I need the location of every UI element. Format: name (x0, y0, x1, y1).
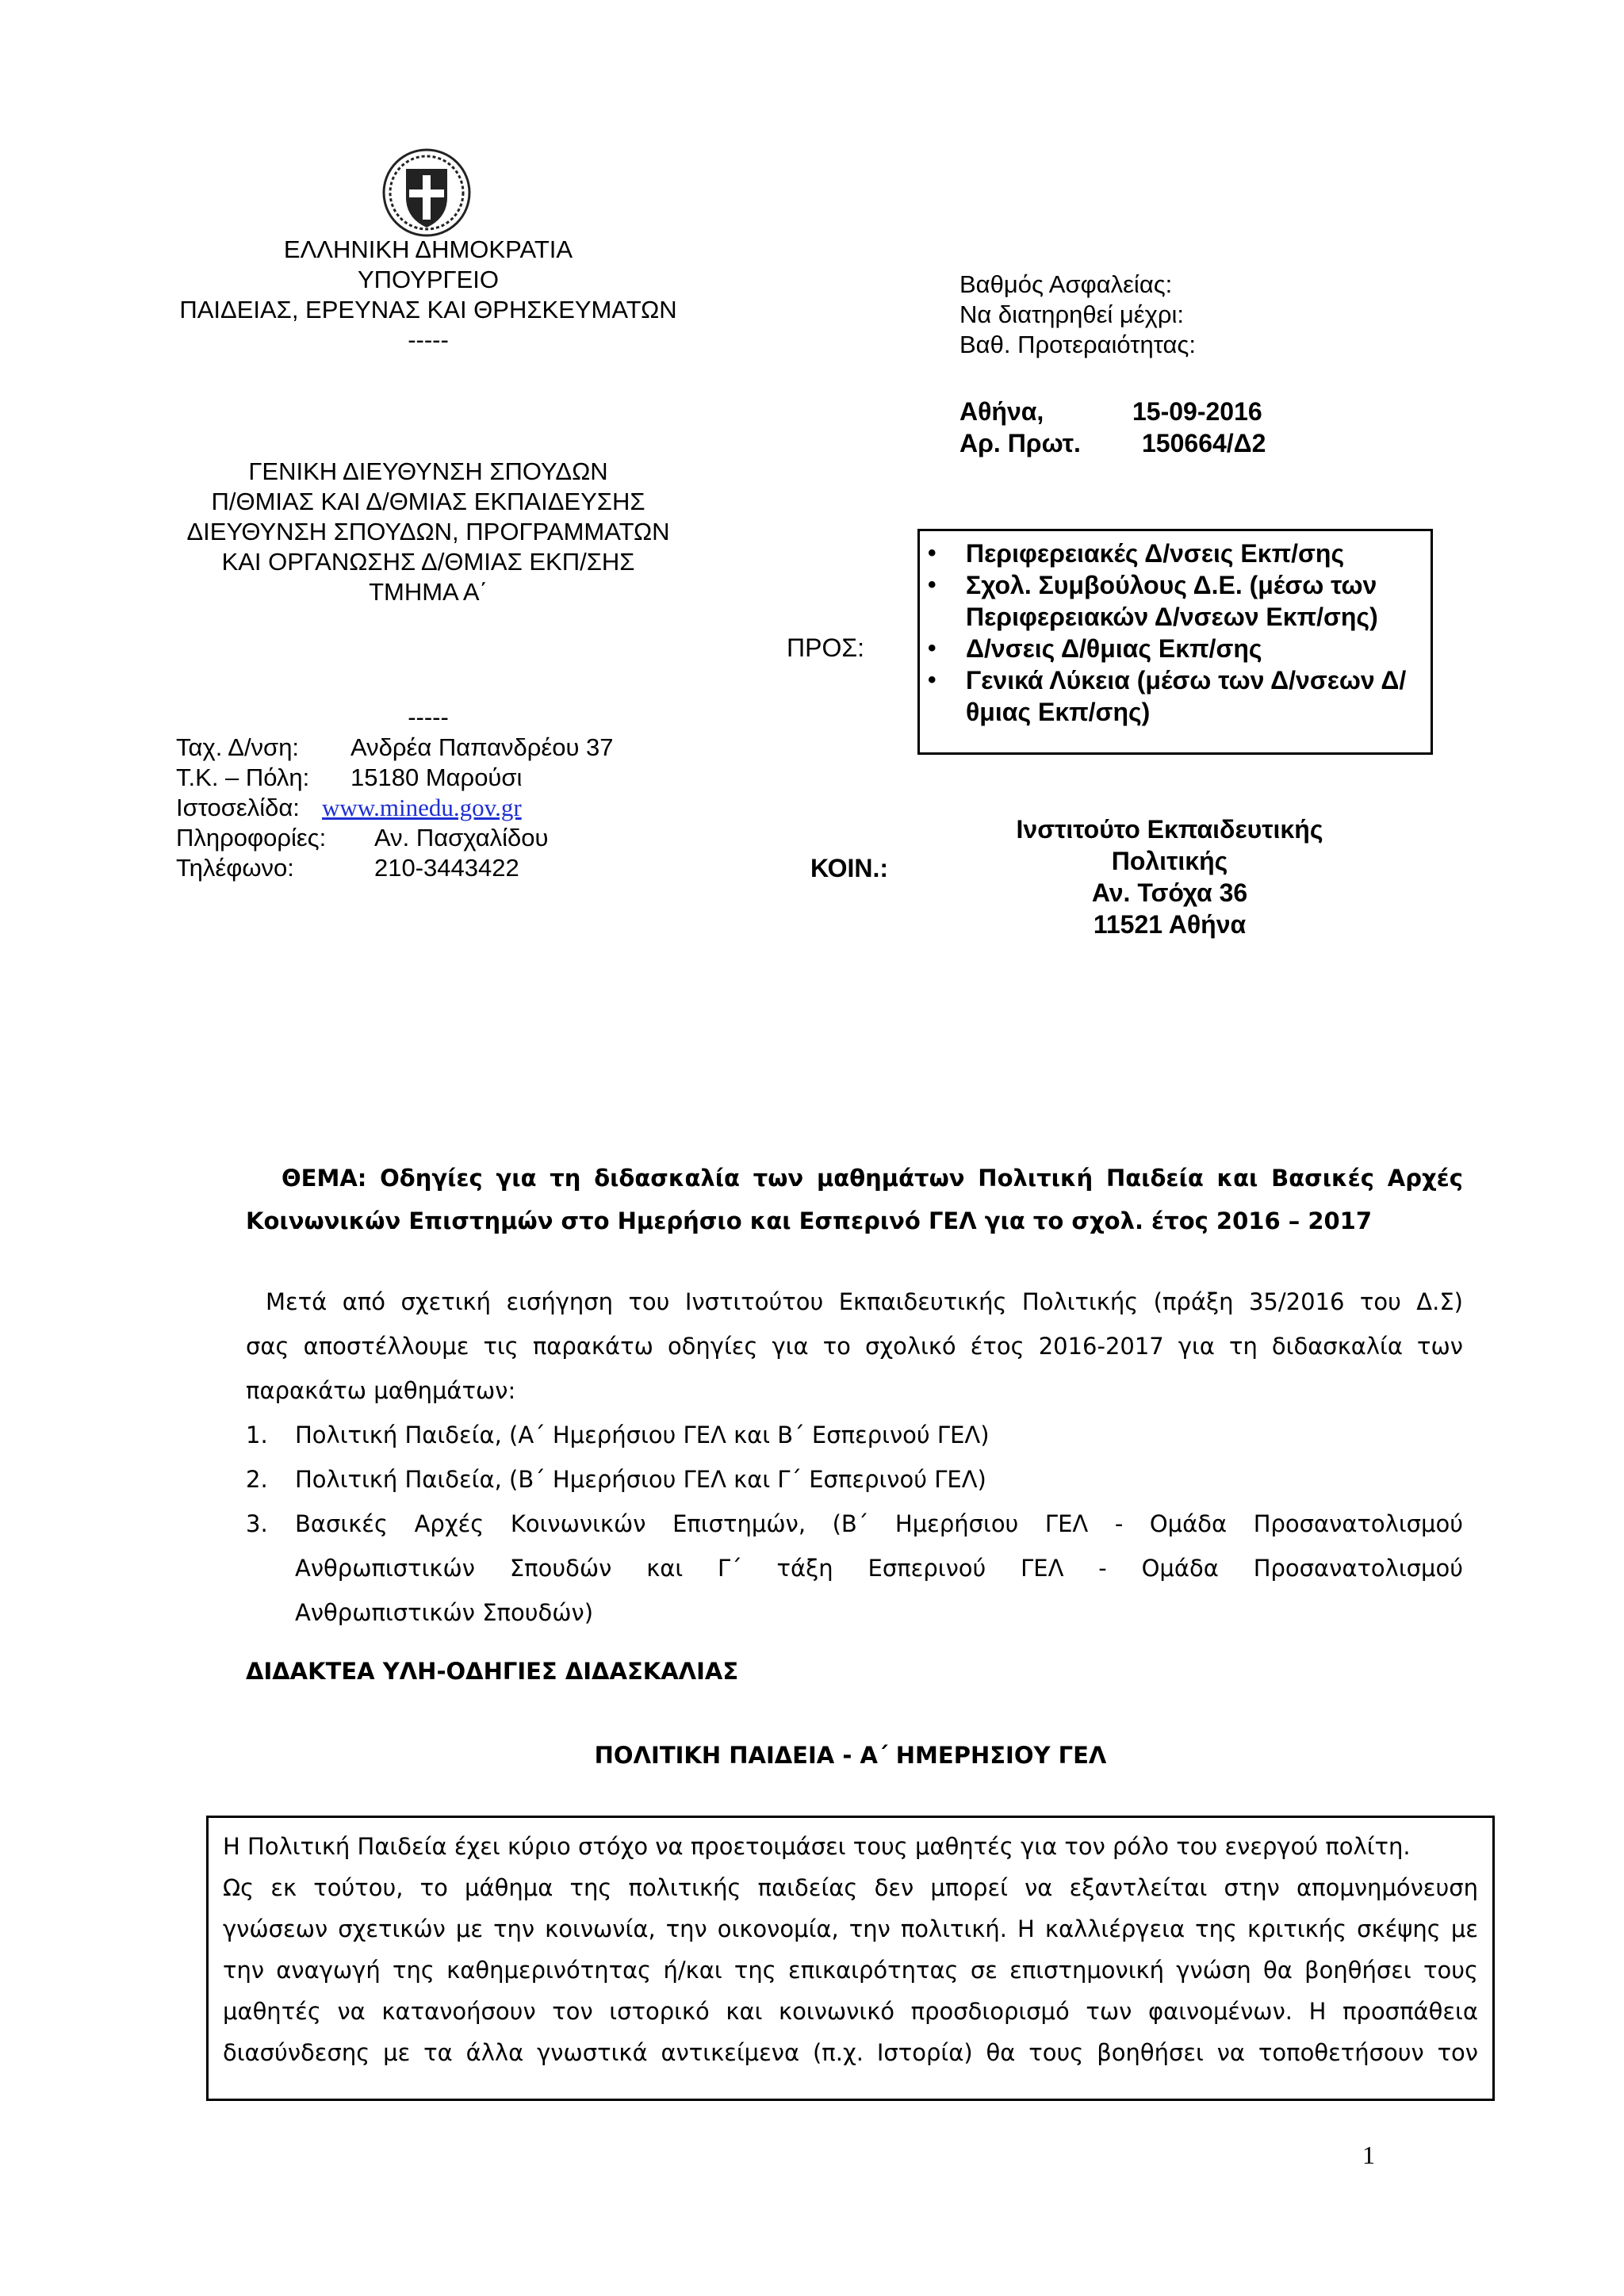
course-text: Ανθρωπιστικών Σπουδών και Γ΄ τάξη Εσπερινού ΓΕΛ - Ομάδα Προσανατολισμού (295, 1555, 1463, 1582)
cc-line: Πολιτικής (1111, 847, 1228, 875)
address-row (176, 763, 731, 793)
box-line: Ως εκ τούτου, το μάθημα της πολιτικής παιδείας δεν μπορεί να εξαντλείται στην απομνημόνευση (223, 1874, 1478, 1901)
recipients-label: ΠΡΟΣ: (787, 633, 865, 662)
address-row (176, 793, 731, 823)
date-row (959, 396, 1435, 428)
box-line: γνώσεων σχετικών με την κοινωνία, την οικονομία, την πολιτική. Η καλλιέργεια της κριτικής σκέψης με (223, 1915, 1478, 1942)
ministry-title: ΥΠΟΥΡΓΕΙΟ (357, 266, 499, 293)
place: Αθήνα, (959, 397, 1044, 426)
intro-line: σας αποστέλλουμε τις παρακάτω οδηγίες για το σχολικό έτος 2016-2017 για τη διδασκαλία των (246, 1333, 1463, 1360)
intro-line: Μετά από σχετική εισήγηση του Ινστιτούτου Εκπαιδευτικής Πολιτικής (πράξη 35/2016 του Δ.Σ) (266, 1288, 1463, 1315)
address-block (176, 733, 731, 883)
address-separator: ----- (408, 703, 449, 731)
department-line: ΔΙΕΥΘΥΝΣΗ ΣΠΟΥΔΩΝ, ΠΡΟΓΡΑΜΜΑΤΩΝ (186, 518, 670, 545)
recipient-item: • Σχολ. Συμβούλους Δ.Ε. (μέσω των Περιφερειακών Δ/νσεων Εκπ/σης) (920, 569, 1431, 633)
address-row (176, 853, 731, 883)
ministry-full-title: ΠΑΙΔΕΙΑΣ, ΕΡΕΥΝΑΣ ΚΑΙ ΘΡΗΣΚΕΥΜΑΤΩΝ (179, 296, 677, 323)
subject-line-1: ΘΕΜΑ: Οδηγίες για τη διδασκαλία των μαθημάτων Πολιτική Παιδεία και Βασικές Αρχές (282, 1165, 1463, 1192)
address-row (176, 733, 731, 763)
website-link[interactable]: www.minedu.gov.gr (322, 794, 522, 821)
phone-value: 210-3443422 (374, 854, 519, 882)
phone-label: Τηλέφωνο: (176, 854, 294, 882)
greek-coat-of-arms-icon (379, 145, 474, 240)
address-value: Ανδρέα Παπανδρέου 37 (350, 733, 614, 761)
department-line: ΓΕΝΙΚΗ ΔΙΕΥΘΥΝΣΗ ΣΠΟΥΔΩΝ (248, 457, 608, 485)
box-line: μαθητές να κατανοήσουν τον ιστορικό και κοινωνικό προσδιορισμό των φαινομένων. Η προσπάθεια (223, 1998, 1478, 2025)
cc-label: ΚΟΙΝ.: (810, 854, 889, 882)
cc-recipient (952, 813, 1388, 940)
recipient-item: • Δ/νσεις Δ/θμιας Εκπ/σης (920, 633, 1431, 664)
classification-block (959, 270, 1435, 360)
postcode-label: Τ.Κ. – Πόλη: (176, 763, 310, 791)
section-heading: ΔΙΔΑΚΤΕΑ ΥΛΗ-ΟΔΗΓΙΕΣ ΔΙΔΑΣΚΑΛΙΑΣ (246, 1658, 739, 1685)
header-separator: ----- (408, 326, 449, 354)
course-text: Πολιτική Παιδεία, (Β΄ Ημερήσιου ΓΕΛ και Γ΄ Εσπερινού ΓΕΛ) (295, 1466, 986, 1493)
website-label: Ιστοσελίδα: (176, 794, 300, 821)
course-item (246, 1457, 1463, 1502)
document-date: 15-09-2016 (1132, 397, 1262, 426)
protocol-label: Αρ. Πρωτ. (959, 429, 1081, 457)
department-line: ΚΑΙ ΟΡΓΑΝΩΣΗΣ Δ/ΘΜΙΑΣ ΕΚΠ/ΣΗΣ (221, 548, 635, 576)
security-level: Βαθμός Ασφαλείας: (959, 270, 1173, 298)
recipients-box (917, 529, 1433, 755)
subject-line-2: Κοινωνικών Επιστημών στο Ημερήσιο και Εσπερινό ΓΕΛ για το σχολ. έτος 2016 – 2017 (246, 1207, 1373, 1234)
course-item (246, 1502, 1463, 1635)
course-number: 2. (246, 1466, 268, 1493)
course-description-box (206, 1816, 1495, 2101)
protocol-number: 150664/Δ2 (1142, 429, 1266, 457)
republic-title: ΕΛΛΗΝΙΚΗ ΔΗΜΟΚΡΑΤΙΑ (283, 235, 573, 263)
keep-until: Να διατηρηθεί μέχρι: (959, 300, 1184, 328)
course-text: Πολιτική Παιδεία, (Α΄ Ημερήσιου ΓΕΛ και Β΄ Εσπερινού ΓΕΛ) (295, 1422, 990, 1448)
intro-line: παρακάτω μαθημάτων: (246, 1377, 516, 1404)
cc-line: Ινστιτούτο Εκπαιδευτικής (1016, 815, 1323, 844)
cc-line: Αν. Τσόχα 36 (1091, 878, 1248, 907)
box-line: Η Πολιτική Παιδεία έχει κύριο στόχο να προετοιμάσει τους μαθητές για τον ρόλο του ενεργού πολίτη. (223, 1833, 1411, 1860)
course-number: 1. (246, 1422, 268, 1448)
ministry-header (143, 235, 714, 355)
protocol-row (959, 428, 1435, 460)
date-protocol-block (959, 396, 1435, 460)
priority-level: Βαθ. Προτεραιότητας: (959, 331, 1196, 358)
subsection-heading: ΠΟΛΙΤΙΚΗ ΠΑΙΔΕΙΑ - Α΄ ΗΜΕΡΗΣΙΟΥ ΓΕΛ (594, 1742, 1107, 1769)
department-block (143, 457, 714, 607)
address-row (176, 823, 731, 853)
course-text: Ανθρωπιστικών Σπουδών) (295, 1599, 594, 1626)
department-line: ΤΜΗΜΑ Α΄ (369, 578, 488, 606)
postcode-value: 15180 Μαρούσι (350, 763, 523, 791)
cc-line: 11521 Αθήνα (1093, 910, 1247, 939)
box-line: διασύνδεσης με τα άλλα γνωστικά αντικείμενα (π.χ. Ιστορία) θα τους βοηθήσει να τοποθετήσουν τον (223, 2039, 1478, 2066)
recipient-item: • Γενικά Λύκεια (μέσω των Δ/νσεων Δ/θμιας Εκπ/σης) (920, 664, 1431, 728)
info-label: Πληροφορίες: (176, 824, 327, 851)
course-number: 3. (246, 1510, 268, 1537)
course-text: Βασικές Αρχές Κοινωνικών Επιστημών, (Β΄ Ημερήσιου ΓΕΛ - Ομάδα Προσανατολισμού (295, 1510, 1463, 1537)
box-line: την αναγωγή της καθημερινότητας ή/και της επικαιρότητας σε επιστημονική γνώση θα βοηθήσει τους (223, 1957, 1478, 1984)
department-line: Π/ΘΜΙΑΣ ΚΑΙ Δ/ΘΜΙΑΣ ΕΚΠΑΙΔΕΥΣΗΣ (211, 488, 645, 515)
course-item (246, 1413, 1463, 1457)
course-list (246, 1413, 1463, 1635)
recipient-item: • Περιφερειακές Δ/νσεις Εκπ/σης (920, 538, 1431, 569)
address-label: Ταχ. Δ/νση: (176, 733, 300, 761)
info-value: Αν. Πασχαλίδου (374, 824, 549, 851)
page-number: 1 (1362, 2141, 1375, 2169)
